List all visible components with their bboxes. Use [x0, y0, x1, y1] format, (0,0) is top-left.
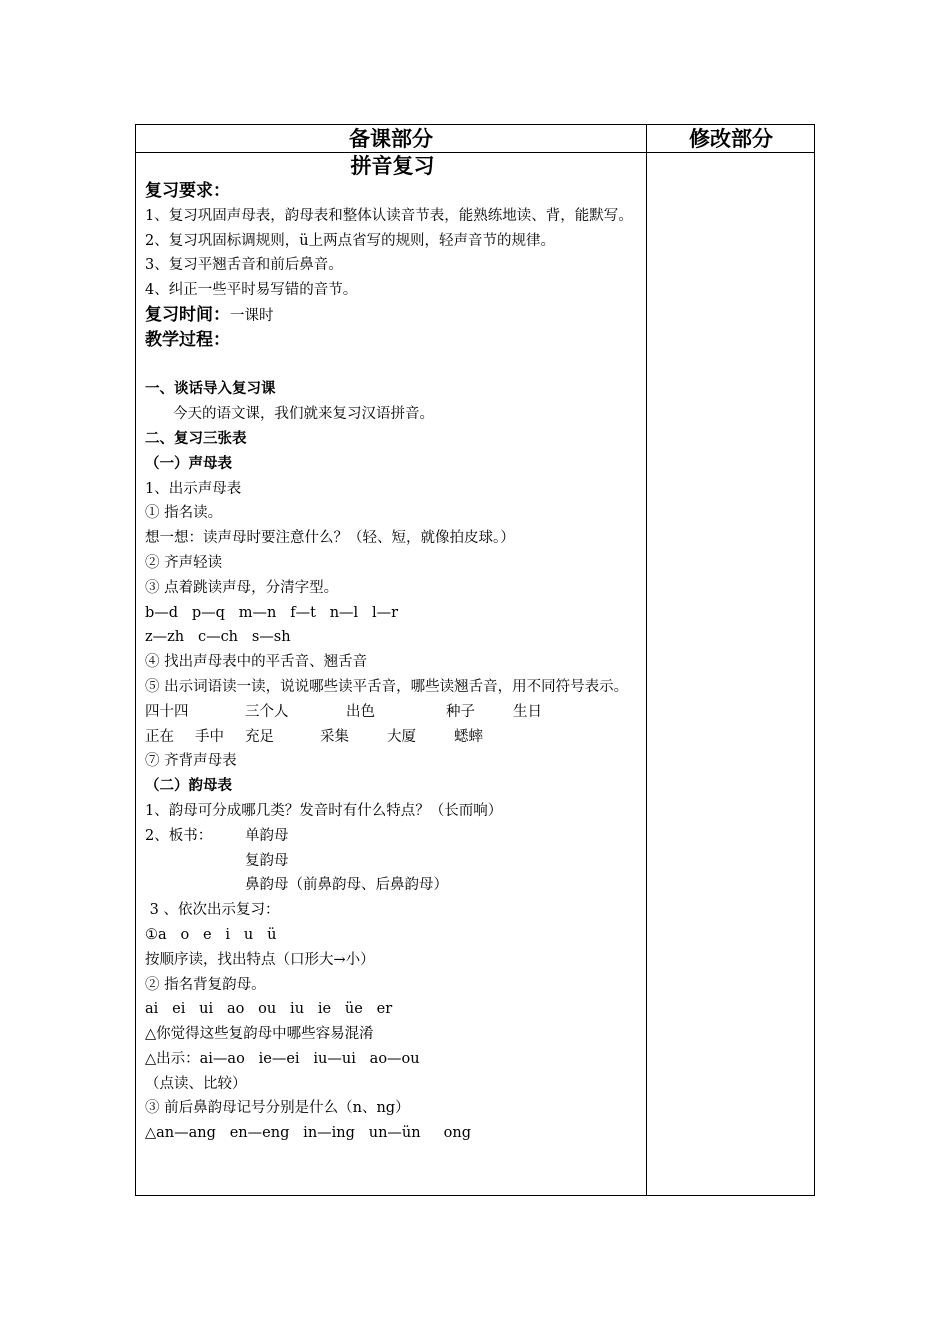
- process-heading: 教学过程：: [145, 329, 230, 350]
- word: 四十四: [145, 703, 189, 720]
- initials-step: 想一想：读声母时要注意什么？（轻、短，就像拍皮球。）: [145, 530, 515, 547]
- word: 种子: [446, 703, 475, 720]
- initials-step: ③ 点着跳读声母，分清字型。: [145, 579, 339, 596]
- initials-pairs: b—d p—q m—n f—t n—l l—r: [145, 604, 399, 621]
- initials-step: 1、出示声母表: [145, 480, 242, 497]
- subsection-finals: （二）韵母表: [145, 777, 232, 795]
- initials-step: ⑤ 出示词语读一读，说说哪些读平舌音，哪些读翘舌音，用不同符号表示。: [145, 678, 629, 695]
- requirement-1: 1、复习巩固声母表，韵母表和整体认读音节表，能熟练地读、背，能默写。: [145, 207, 633, 224]
- word-row-1: [145, 700, 640, 725]
- requirement-4: 4、纠正一些平时易写错的音节。: [145, 282, 358, 299]
- initials-step: ② 齐声轻读: [145, 554, 223, 571]
- initials-step: ① 指名读。: [145, 505, 223, 522]
- initials-pairs: z—zh c—ch s—sh: [145, 629, 291, 646]
- board-item: 鼻韵母（前鼻韵母、后鼻韵母）: [245, 877, 448, 894]
- word: 三个人: [245, 703, 289, 720]
- subsection-initials: （一）声母表: [145, 454, 232, 472]
- finals-step: （点读、比较）: [145, 1075, 247, 1092]
- lesson-table: [135, 124, 815, 1196]
- spacer: [145, 353, 640, 378]
- section-2-heading: 二、复习三张表: [145, 429, 247, 447]
- initials-step: ④ 找出声母表中的平舌音、翘舌音: [145, 654, 368, 671]
- word-row-2: [145, 725, 640, 750]
- nasal-finals: △an—ang en—eng in—ing un—ün ong: [145, 1125, 471, 1142]
- finals-step: 3 、依次出示复习：: [145, 902, 280, 919]
- word: 手中: [195, 728, 224, 745]
- board-item: 复韵母: [245, 852, 289, 869]
- header-prep: 备课部分: [349, 126, 433, 151]
- compound-finals: ai ei ui ao ou iu ie üe er: [145, 1001, 393, 1018]
- prep-content: [145, 152, 640, 1146]
- finals-step: △你觉得这些复韵母中哪些容易混淆: [145, 1026, 374, 1043]
- header-revision: 修改部分: [689, 126, 773, 151]
- word: 充足: [245, 728, 274, 745]
- word: 生日: [513, 703, 542, 720]
- board-row: [145, 824, 640, 849]
- board-label: 2、板书：: [145, 827, 213, 844]
- finals-step: ③ 前后鼻韵母记号分别是什么（n、ng）: [145, 1100, 410, 1117]
- finals-question: 1、韵母可分成哪几类？发音时有什么特点？（长而响）: [145, 802, 503, 819]
- board-item: 单韵母: [245, 827, 289, 844]
- word: 采集: [320, 728, 349, 745]
- single-finals: ①a o e i u ü: [145, 926, 277, 943]
- word: 出色: [346, 703, 375, 720]
- time-row: [145, 303, 640, 328]
- finals-pairs: △出示：ai—ao ie—ei iu—ui ao—ou: [145, 1050, 420, 1067]
- time-label: 复习时间：: [145, 304, 230, 325]
- finals-step: 按顺序读，找出特点（口形大→小）: [145, 951, 375, 968]
- lesson-title: 拼音复习: [350, 153, 435, 178]
- requirement-2: 2、复习巩固标调规则，ü上两点省写的规则，轻声音节的规律。: [145, 232, 556, 249]
- section-1-heading: 一、谈话导入复习课: [145, 380, 276, 398]
- time-value: 一课时: [230, 307, 274, 324]
- column-divider: [646, 125, 647, 1195]
- requirement-3: 3、复习平翘舌音和前后鼻音。: [145, 257, 343, 274]
- word: 正在: [145, 728, 174, 745]
- req-heading: 复习要求：: [145, 181, 230, 201]
- word: 大厦: [387, 728, 416, 745]
- section-1-text: 今天的语文课，我们就来复习汉语拼音。: [173, 406, 434, 423]
- word: 蟋蟀: [454, 728, 483, 745]
- finals-step: ② 指名背复韵母。: [145, 976, 266, 993]
- table-header-row: [136, 125, 814, 153]
- initials-step: ⑦ 齐背声母表: [145, 753, 237, 770]
